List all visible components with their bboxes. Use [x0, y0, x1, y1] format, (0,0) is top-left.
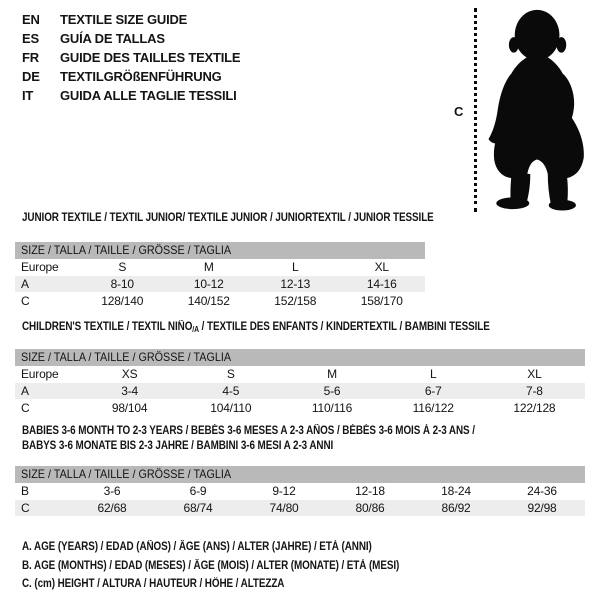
table-cell: 80/86 — [355, 501, 385, 515]
table-cell: 140/152 — [187, 294, 230, 308]
table-cell: 18-24 — [441, 484, 471, 498]
table-cell: 92/98 — [527, 501, 557, 515]
children-size-table — [15, 349, 585, 417]
size-header-label: SIZE / TALLA / TAILLE / GRÖSSE / TAGLIA — [21, 243, 232, 257]
table-row — [15, 259, 425, 276]
size-header-bar — [15, 242, 425, 259]
table-cell: 10-12 — [193, 277, 224, 291]
lang-code: EN — [22, 12, 40, 27]
table-cell: S — [226, 367, 235, 381]
size-header-bar — [15, 349, 585, 366]
footnotes-block — [22, 538, 461, 594]
babies-section-title-line2: BABYS 3-6 MONATE BIS 2-3 JAHRE / BAMBINI 3-6 MESI A 2-3 ANNI — [22, 440, 334, 452]
table-cell: L — [292, 260, 299, 274]
lang-row-en — [22, 10, 240, 29]
table-cell: L — [429, 367, 437, 381]
table-cell: 14-16 — [366, 277, 397, 291]
table-row — [15, 400, 585, 417]
babies-table-body — [15, 483, 585, 517]
height-dotted-line — [474, 8, 477, 212]
baby-silhouette-icon — [484, 6, 596, 212]
table-row — [15, 293, 425, 310]
lang-row-fr — [22, 48, 240, 67]
table-cell: 24-36 — [527, 484, 557, 498]
table-cell: 7-8 — [526, 384, 543, 398]
row-label: Europe — [21, 260, 59, 274]
table-row — [15, 276, 425, 293]
table-cell: 152/158 — [274, 294, 317, 308]
size-header-label: SIZE / TALLA / TAILLE / GRÖSSE / TAGLIA — [21, 350, 232, 364]
table-cell: 110/116 — [311, 401, 353, 415]
row-label: A — [21, 277, 29, 291]
lang-label: GUIDE DES TAILLES TEXTILE — [60, 50, 241, 65]
children-section-title — [22, 320, 490, 337]
table-cell: 128/140 — [101, 294, 144, 308]
table-row — [15, 383, 585, 400]
table-cell: 158/170 — [360, 294, 403, 308]
row-label: B — [21, 484, 29, 498]
children-title-prefix: CHILDREN'S TEXTILE / TEXTIL NIÑO — [22, 321, 193, 333]
table-cell: M — [203, 260, 214, 274]
table-cell: XL — [527, 367, 542, 381]
table-cell: XL — [374, 260, 389, 274]
table-cell: 68/74 — [183, 501, 213, 515]
table-cell: 5-6 — [323, 384, 341, 398]
lang-code: IT — [22, 88, 34, 103]
table-cell: 116/122 — [412, 401, 454, 415]
table-row — [15, 483, 585, 500]
row-label: Europe — [21, 367, 59, 381]
table-cell: 98/104 — [111, 401, 148, 415]
children-table-body — [15, 366, 585, 417]
table-cell: 122/128 — [513, 401, 556, 415]
row-label: A — [21, 384, 29, 398]
lang-label: TEXTILGRÖßENFÜHRUNG — [60, 69, 222, 84]
size-header-bar — [15, 466, 585, 483]
table-cell: 86/92 — [441, 501, 471, 515]
table-cell: XS — [121, 367, 138, 381]
table-cell: S — [118, 260, 127, 274]
babies-section-title-line1: BABIES 3-6 MONTH TO 2-3 YEARS / BEBÉS 3-6 MESES A 2-3 AÑOS / BÉBÉS 3-6 MOIS À 2-3 ANS / — [22, 425, 475, 437]
junior-section-title: JUNIOR TEXTILE / TEXTIL JUNIOR/ TEXTILE JUNIOR / JUNIORTEXTIL / JUNIOR TESSILE — [22, 212, 434, 224]
footnote-age-years: A. AGE (YEARS) / EDAD (AÑOS) / ÂGE (ANS) / ALTER (JAHRE) / ETÀ (ANNI) — [22, 541, 372, 553]
table-cell: 4-5 — [222, 384, 240, 398]
lang-label: GUIDA ALLE TAGLIE TESSILI — [60, 88, 237, 103]
lang-code: DE — [22, 69, 40, 84]
table-row — [15, 366, 585, 383]
row-label: C — [21, 401, 30, 415]
children-title-subscript: /A — [192, 325, 200, 334]
footnote-age-months: B. AGE (MONTHS) / EDAD (MESES) / ÂGE (MOIS) / ALTER (MONATE) / ETÀ (MESI) — [22, 559, 400, 572]
lang-row-it — [22, 86, 240, 105]
lang-row-es — [22, 29, 240, 48]
table-cell: 6-7 — [424, 384, 442, 398]
row-label: C — [21, 501, 30, 515]
table-cell: 8-10 — [110, 277, 134, 291]
table-cell: 3-4 — [121, 384, 138, 398]
height-marker-label: C — [454, 104, 464, 119]
junior-table-body — [15, 259, 425, 310]
table-cell: 74/80 — [269, 501, 299, 515]
table-cell: 9-12 — [272, 484, 296, 498]
table-cell: M — [327, 367, 337, 381]
table-cell: 6-9 — [189, 484, 207, 498]
lang-label: GUÍA DE TALLAS — [60, 31, 165, 46]
table-cell: 104/110 — [210, 401, 252, 415]
size-header-label: SIZE / TALLA / TAILLE / GRÖSSE / TAGLIA — [21, 467, 232, 481]
children-title-suffix: / TEXTILE DES ENFANTS / KINDERTEXTIL / BAMBINI TESSILE — [199, 321, 490, 333]
babies-size-table — [15, 466, 585, 517]
table-cell: 3-6 — [103, 484, 121, 498]
lang-code: FR — [22, 50, 39, 65]
row-label: C — [21, 294, 30, 308]
table-cell: 62/68 — [97, 501, 127, 515]
language-title-block — [22, 10, 240, 105]
table-row — [15, 500, 585, 517]
lang-row-de — [22, 67, 240, 86]
table-cell: 12-13 — [280, 277, 311, 291]
footnote-height: C. (cm) HEIGHT / ALTURA / HAUTEUR / HÖHE / ALTEZZA — [22, 578, 285, 590]
junior-size-table — [15, 242, 425, 310]
lang-code: ES — [22, 31, 39, 46]
lang-label: TEXTILE SIZE GUIDE — [60, 12, 188, 27]
table-cell: 12-18 — [355, 484, 385, 498]
